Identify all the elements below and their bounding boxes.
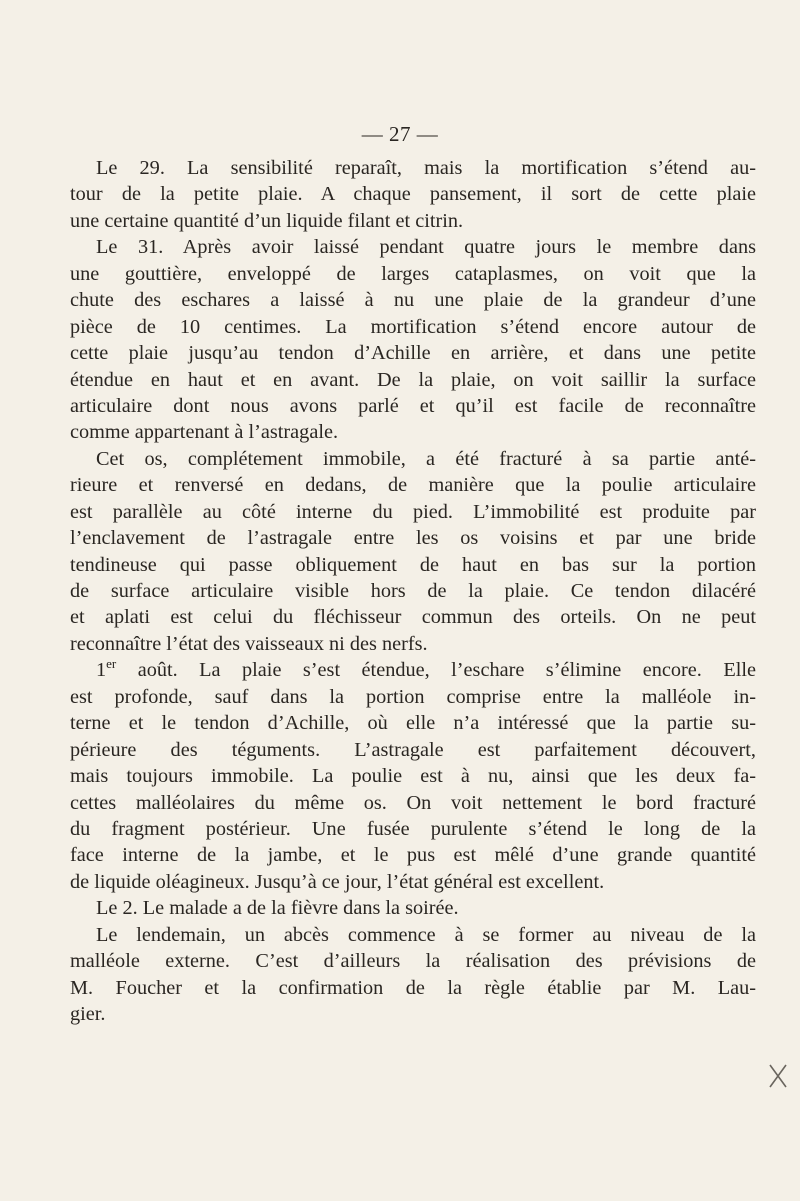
text-line: de surface articulaire visible hors de la plaie. Ce tendon dilacéré — [70, 580, 756, 602]
text-line: malléole externe. C’est d’ailleurs la réalisation des prévisions de — [70, 950, 756, 973]
text-line: articulaire dont nous avons parlé et qu’il est facile de reconnaître — [70, 394, 756, 417]
text-line: 1er août. La plaie s’est étendue, l’eschare s’élimine encore. Elle — [96, 657, 756, 682]
text-line: terne et le tendon d’Achille, où elle n’a intéressé que la partie su- — [70, 712, 756, 735]
text-line: tendineuse qui passe obliquement de haut en bas sur la portion — [70, 553, 756, 576]
text-line: M. Foucher et la confirmation de la règle établie par M. Lau- — [70, 976, 756, 999]
text-line: périeure des téguments. L’astragale est parfaitement découvert, — [70, 738, 756, 761]
text-line: une gouttière, enveloppé de larges cataplasmes, on voit que la — [70, 262, 756, 285]
text-line: reconnaître l’état des vaisseaux ni des nerfs. — [70, 632, 428, 655]
text-line: étendue en haut et en avant. De la plaie, on voit saillir la surface — [70, 368, 756, 391]
text-line: est parallèle au côté interne du pied. L’immobilité est produite par — [70, 500, 756, 523]
text-line: Le 2. Le malade a de la fièvre dans la soirée. — [96, 897, 459, 920]
text-line: comme appartenant à l’astragale. — [70, 421, 339, 444]
text-line: mais toujours immobile. La poulie est à nu, ainsi que les deux fa- — [70, 765, 756, 788]
text-line: gier. — [70, 1003, 106, 1025]
text-line: de liquide oléagineux. Jusqu’à ce jour, l’état général est excellent. — [70, 870, 605, 893]
margin-cross-mark-icon — [767, 1063, 789, 1089]
text-line: cette plaie jusqu’au tendon d’Achille en arrière, et dans une petite — [70, 342, 756, 365]
text-line: cettes malléolaires du même os. On voit nettement le bord fracturé — [70, 791, 756, 814]
text-line: du fragment postérieur. Une fusée purulente s’étend le long de la — [70, 817, 756, 840]
text-line: face interne de la jambe, et le pus est mêlé d’une grande quantité — [70, 844, 756, 867]
text-line: est profonde, sauf dans la portion comprise entre la malléole in- — [70, 685, 756, 708]
text-line: tour de la petite plaie. A chaque pansement, il sort de cette plaie — [70, 183, 756, 206]
text-line: pièce de 10 centimes. La mortification s’étend encore autour de — [70, 315, 756, 338]
page-number: — 27 — — [361, 122, 439, 146]
text-line: l’enclavement de l’astragale entre les os voisins et par une bride — [70, 527, 756, 550]
text-line: Cet os, complétement immobile, a été fracturé à sa partie anté- — [96, 447, 756, 470]
body-text — [70, 155, 756, 1027]
text-line: et aplati est celui du fléchisseur commun des orteils. On ne peut — [70, 606, 756, 629]
text-line: une certaine quantité d’un liquide filant et citrin. — [70, 209, 464, 232]
text-line: chute des eschares a laissé à nu une plaie de la grandeur d’une — [70, 289, 756, 312]
text-line: Le lendemain, un abcès commence à se former au niveau de la — [96, 923, 756, 946]
text-line: rieure et renversé en dedans, de manière que la poulie articulaire — [70, 474, 756, 497]
text-line: Le 31. Après avoir laissé pendant quatre jours le membre dans — [96, 236, 756, 259]
text-line: Le 29. La sensibilité reparaît, mais la mortification s’étend au- — [96, 157, 756, 179]
